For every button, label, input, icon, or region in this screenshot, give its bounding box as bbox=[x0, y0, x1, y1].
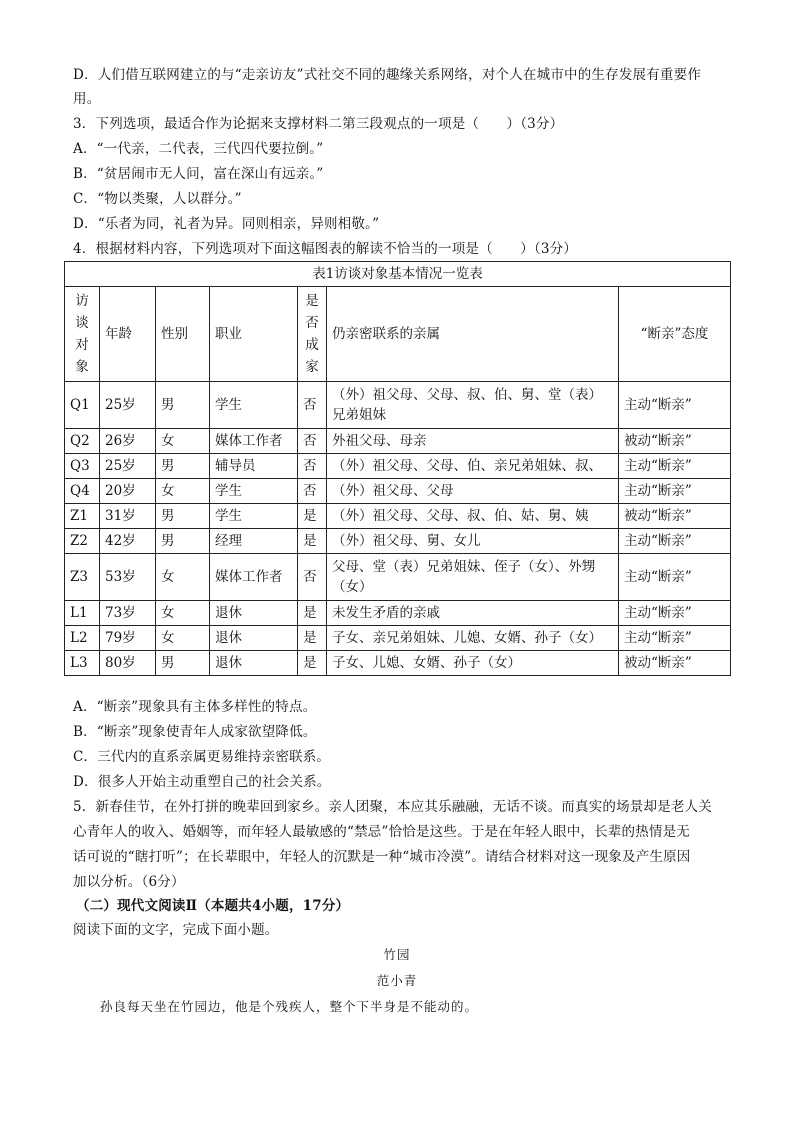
cell-age: 80岁 bbox=[100, 651, 156, 676]
cell-relatives: 子女、儿媳、女婿、孙子（女） bbox=[327, 651, 619, 676]
table-row bbox=[65, 504, 731, 529]
cell-married: 否 bbox=[298, 454, 327, 479]
cell-age: 26岁 bbox=[100, 429, 156, 454]
cell-id: Q3 bbox=[65, 454, 100, 479]
cell-id: Z1 bbox=[65, 504, 100, 529]
cell-gender: 男 bbox=[156, 651, 210, 676]
cell-married: 否 bbox=[298, 382, 327, 429]
table-row bbox=[65, 554, 731, 601]
cell-id: L1 bbox=[65, 601, 100, 626]
table-row bbox=[65, 601, 731, 626]
question-5-line-2: 心青年人的收入、婚姻等，而年轻人最敏感的“禁忌”恰恰是这些。于是在年轻人眼中，长辈的热情是无 bbox=[73, 824, 691, 840]
cell-relatives: 子女、亲兄弟姐妹、儿媳、女婿、孙子（女） bbox=[327, 626, 619, 651]
cell-age: 20岁 bbox=[100, 479, 156, 504]
cell-job: 学生 bbox=[210, 479, 298, 504]
header-attitude: “断亲”态度 bbox=[619, 287, 731, 382]
cell-relatives: 外祖父母、母亲 bbox=[327, 429, 619, 454]
cell-married: 是 bbox=[298, 626, 327, 651]
q4-option-c: C．三代内的直系亲属更易维持亲密联系。 bbox=[73, 749, 331, 765]
cell-job: 退休 bbox=[210, 626, 298, 651]
cell-job: 退休 bbox=[210, 651, 298, 676]
cell-relatives: （外）祖父母、舅、女儿 bbox=[327, 529, 619, 554]
cell-gender: 男 bbox=[156, 454, 210, 479]
cell-age: 53岁 bbox=[100, 554, 156, 601]
q4-option-d: D．很多人开始主动重塑自己的社会关系。 bbox=[73, 774, 331, 790]
cell-married: 否 bbox=[298, 554, 327, 601]
cell-gender: 女 bbox=[156, 601, 210, 626]
cell-id: Z2 bbox=[65, 529, 100, 554]
cell-married: 是 bbox=[298, 651, 327, 676]
table-row bbox=[65, 454, 731, 479]
cell-gender: 女 bbox=[156, 479, 210, 504]
header-subject: 访 谈 对 象 bbox=[65, 287, 100, 382]
cell-attitude: 主动“断亲” bbox=[619, 626, 731, 651]
q3-option-c: C．“物以类聚，人以群分。” bbox=[73, 191, 242, 207]
cell-attitude: 被动“断亲” bbox=[619, 504, 731, 529]
reading-instruction: 阅读下面的文字，完成下面小题。 bbox=[73, 922, 279, 938]
cell-job: 学生 bbox=[210, 504, 298, 529]
table-row bbox=[65, 479, 731, 504]
cell-attitude: 主动“断亲” bbox=[619, 529, 731, 554]
cell-gender: 男 bbox=[156, 529, 210, 554]
cell-attitude: 主动“断亲” bbox=[619, 382, 731, 429]
cell-relatives: （外）祖父母、父母、叔、伯、姑、舅、姨 bbox=[327, 504, 619, 529]
story-first-line: 孙良每天坐在竹园边，他是个残疾人，整个下半身是不能动的。 bbox=[100, 999, 479, 1014]
cell-id: Q1 bbox=[65, 382, 100, 429]
cell-attitude: 主动“断亲” bbox=[619, 554, 731, 601]
cell-married: 否 bbox=[298, 429, 327, 454]
cell-age: 31岁 bbox=[100, 504, 156, 529]
cell-age: 79岁 bbox=[100, 626, 156, 651]
table-row bbox=[65, 429, 731, 454]
table-row bbox=[65, 651, 731, 676]
header-relatives: 仍亲密联系的亲属 bbox=[327, 287, 619, 382]
cell-id: L3 bbox=[65, 651, 100, 676]
cell-job: 媒体工作者 bbox=[210, 429, 298, 454]
q4-option-b: B．“断亲”现象使青年人成家欲望降低。 bbox=[73, 724, 317, 740]
q3-option-a: A．“一代亲，二代表，三代四代要拉倒。” bbox=[73, 141, 324, 157]
q4-option-a: A．“断亲”现象具有主体多样性的特点。 bbox=[73, 699, 317, 715]
cell-attitude: 被动“断亲” bbox=[619, 651, 731, 676]
q3-option-b: B．“贫居闹市无人问，富在深山有远亲。” bbox=[73, 166, 324, 182]
cell-gender: 男 bbox=[156, 504, 210, 529]
cell-relatives: （外）祖父母、父母 bbox=[327, 479, 619, 504]
cell-married: 是 bbox=[298, 529, 327, 554]
q3-option-d: D．“乐者为同，礼者为异。同则相亲，异则相敬。” bbox=[73, 216, 380, 232]
header-gender: 性别 bbox=[156, 287, 210, 382]
option-d-line-2: 用。 bbox=[73, 91, 101, 107]
story-title: 竹园 bbox=[383, 947, 411, 962]
cell-married: 否 bbox=[298, 479, 327, 504]
header-job: 职业 bbox=[210, 287, 298, 382]
cell-age: 73岁 bbox=[100, 601, 156, 626]
cell-gender: 女 bbox=[156, 554, 210, 601]
section-title: （二）现代文阅读Ⅱ（本题共4小题，17分） bbox=[76, 898, 350, 914]
cell-relatives: （外）祖父母、父母、伯、亲兄弟姐妹、叔、 bbox=[327, 454, 619, 479]
cell-relatives: 父母、堂（表）兄弟姐妹、侄子（女）、外甥 （女） bbox=[327, 554, 619, 601]
cell-job: 经理 bbox=[210, 529, 298, 554]
cell-job: 辅导员 bbox=[210, 454, 298, 479]
table-caption: 表1访谈对象基本情况一览表 bbox=[65, 262, 731, 287]
cell-married: 是 bbox=[298, 601, 327, 626]
cell-job: 退休 bbox=[210, 601, 298, 626]
cell-attitude: 主动“断亲” bbox=[619, 601, 731, 626]
cell-attitude: 主动“断亲” bbox=[619, 479, 731, 504]
cell-id: Q4 bbox=[65, 479, 100, 504]
cell-relatives: 未发生矛盾的亲戚 bbox=[327, 601, 619, 626]
table-row bbox=[65, 382, 731, 429]
question-4: 4．根据材料内容，下列选项对下面这幅图表的解读不恰当的一项是（ ）（3分） bbox=[73, 241, 578, 257]
table-row bbox=[65, 529, 731, 554]
cell-job: 学生 bbox=[210, 382, 298, 429]
cell-gender: 女 bbox=[156, 429, 210, 454]
table-row bbox=[65, 626, 731, 651]
cell-married: 是 bbox=[298, 504, 327, 529]
cell-id: Z3 bbox=[65, 554, 100, 601]
cell-id: Q2 bbox=[65, 429, 100, 454]
option-d-line-1: D．人们借互联网建立的与“走亲访友”式社交不同的趣缘关系网络，对个人在城市中的生存发展有重要作 bbox=[73, 67, 702, 83]
question-5-line-3: 话可说的“瞎打听”；在长辈眼中，年轻人的沉默是一种“城市冷漠”。请结合材料对这一现象及产生原因 bbox=[73, 849, 691, 865]
question-3: 3．下列选项，最适合作为论据来支撑材料二第三段观点的一项是（ ）（3分） bbox=[73, 116, 564, 132]
cell-age: 42岁 bbox=[100, 529, 156, 554]
story-author: 范小青 bbox=[376, 973, 418, 988]
header-married: 是 否 成 家 bbox=[298, 287, 327, 382]
question-5-line-4: 加以分析。（6分） bbox=[73, 874, 185, 890]
cell-job: 媒体工作者 bbox=[210, 554, 298, 601]
cell-id: L2 bbox=[65, 626, 100, 651]
cell-age: 25岁 bbox=[100, 454, 156, 479]
cell-age: 25岁 bbox=[100, 382, 156, 429]
cell-gender: 男 bbox=[156, 382, 210, 429]
cell-relatives: （外）祖父母、父母、叔、伯、舅、堂（表） 兄弟姐妹 bbox=[327, 382, 619, 429]
question-5-line-1: 5．新春佳节，在外打拼的晚辈回到家乡。亲人团聚，本应其乐融融，无话不谈。而真实的场景却是老人关 bbox=[73, 799, 712, 815]
header-age: 年龄 bbox=[100, 287, 156, 382]
survey-table bbox=[64, 261, 731, 676]
cell-attitude: 被动“断亲” bbox=[619, 429, 731, 454]
cell-attitude: 主动“断亲” bbox=[619, 454, 731, 479]
cell-gender: 女 bbox=[156, 626, 210, 651]
table-header-row bbox=[65, 287, 731, 382]
